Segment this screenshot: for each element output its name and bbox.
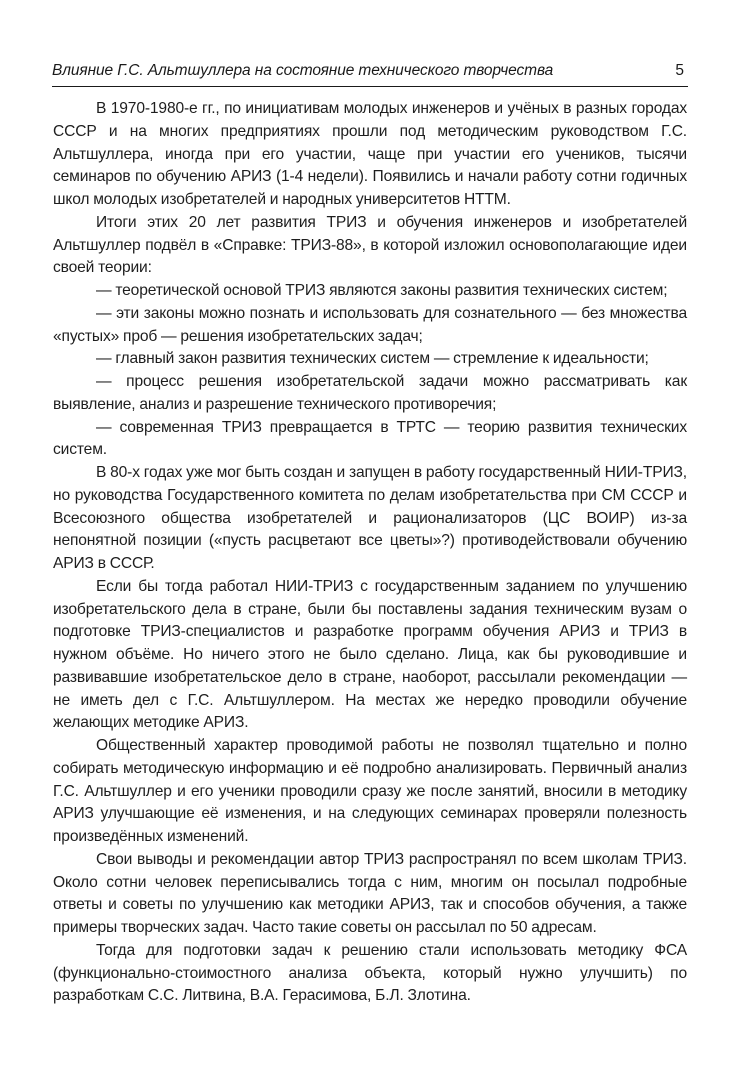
list-item-ideality: — главный закон развития технических систем — стремление к идеальности; [96, 350, 649, 368]
paragraph-1970s-seminars: В 1970-1980-е гг., по инициативам молодых инженеров и учёных в разных городах СССР и на многих предприятиях прошли под методическим руководством Г.С. Альтшуллера, иногда при его участии, чаще при участии его учеников, тысячи семинаров по обучению АРИЗ (1-4 недели). Появились и начали работу сотни годичных школ молодых изобретателей и народных университетов НТТМ. [53, 100, 687, 208]
paragraph-fsa-method: Тогда для подготовки задач к решению стали использовать методику ФСА (функционально-стоимостного анализа объекта, который нужно улучшить) по разработкам С.С. Литвина, В.А. Герасимова, Б.Л. Злотина. [53, 941, 687, 1005]
paragraph-recommendations: Свои выводы и рекомендации автор ТРИЗ распространял по всем школам ТРИЗ. Около сотни человек переписывались тогда с ним, многим он посылал подробные ответы и советы по улучшению как методики АРИЗ, так и способов обучения, а также примеры творческих задач. Часто такие советы он рассылал по 50 адресам. [53, 850, 687, 936]
list-item-trts: — современная ТРИЗ превращается в ТРТС — теорию развития технических систем. [53, 418, 687, 459]
list-item-laws-usable: — эти законы можно познать и использовать для сознательного — без множества «пустых» проб — решения изобретательских задач; [53, 304, 687, 345]
running-title: Влияние Г.С. Альтшуллера на состояние технического творчества [52, 62, 554, 79]
paragraph-public-work: Общественный характер проводимой работы не позволял тщательно и полно собирать методическую информацию и её подробно анализировать. Первичный анализ Г.С. Альтшуллер и его ученики проводили сразу же после занятий, вносили в методику АРИЗ улучшающие её изменения, и на следующих семинарах проверяли полезность произведённых изменений. [53, 737, 687, 845]
running-header [52, 62, 688, 87]
body-text [53, 98, 687, 1008]
paragraph-if-nii-triz: Если бы тогда работал НИИ-ТРИЗ с государственным заданием по улучшению изобретательского дела в стране, были бы поставлены задания техническим вузам о подготовке ТРИЗ-специалистов и разработке программ обучения АРИЗ и ТРИЗ в нужном объёме. Но ничего этого не было сделано. Лица, как бы руководившие и развивавшие изобретательское дело в стране, наоборот, рассылали рекомендации — не иметь дел с Г.С. Альтшуллером. На местах же нередко проводили обучение желающих методике АРИЗ. [53, 577, 687, 732]
paragraph-triz-88-summary: Итоги этих 20 лет развития ТРИЗ и обучения инженеров и изобретателей Альтшуллер подвёл в «Справке: ТРИЗ-88», в которой изложил основополагающие идеи своей теории: [53, 213, 687, 277]
list-item-laws-basis: — теоретической основой ТРИЗ являются законы развития технических систем; [96, 282, 668, 299]
paragraph-nii-triz: В 80-х годах уже мог быть создан и запущен в работу государственный НИИ-ТРИЗ, но руководства Государственного комитета по делам изобретательства при СМ СССР и Всесоюзного общества изобретателей и рационализаторов (ЦС ВОИР) из-за непонятной позиции («пусть расцветают все цветы»?) противодействовали обучению АРИЗ в СССР. [53, 464, 687, 572]
page-number: 5 [675, 62, 684, 79]
list-item-contradiction: — процесс решения изобретательской задачи можно рассматривать как выявление, анализ и разрешение технического противоречия; [53, 373, 687, 413]
